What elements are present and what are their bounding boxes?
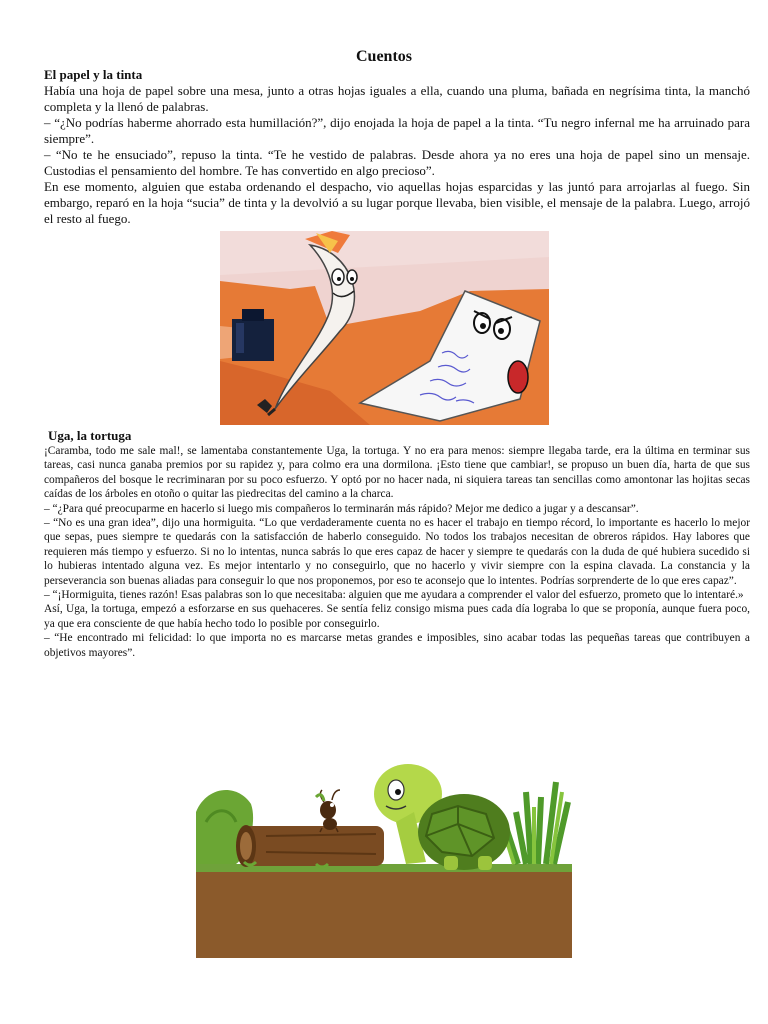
story-paragraph: – “¿No podrías haberme ahorrado esta humillación?”, dijo enojada la hoja de papel a la tinta. “Tu negro infernal me ha arruinado para siempre”. xyxy=(44,115,750,146)
story-paper-and-ink xyxy=(44,66,750,227)
story-paragraph: Así, Uga, la tortuga, empezó a esforzarse en sus quehaceres. Se sentía feliz consigo misma pues cada día lograba lo que se proponía, aunque fuera poco, ya que era consciente de que había hecho todo lo posible por conseguirlo. xyxy=(44,603,750,630)
story-paragraph: – “He encontrado mi felicidad: lo que importa no es marcarse metas grandes e imposibles, sino acabar todas las pequeñas tareas que contribuyen a objetivos mayores”. xyxy=(44,632,750,659)
story-paragraph: ¡Caramba, todo me sale mal!, se lamentaba constantemente Uga, la tortuga. Y no era para menos: siempre llegaba tarde, era la última en terminar sus tareas, casi nunca ganaba premios por su rapidez y, para colmo era una dormilona. ¡Esto tiene que cambiar!, se propuso un buen día, harta de que sus compañeros del bosque le recriminaran por su poco esfuerzo. Y optó por no hacer nada, ni siquiera tareas tan sencillas como amontonar las hojitas secas caídas de los árboles en otoño o quitar las piedrecitas del camino a la charca. xyxy=(44,445,750,501)
paper-and-ink-illustration xyxy=(220,231,549,425)
story-paragraph: – “¡Hormiguita, tienes razón! Esas palabras son lo que necesitaba: alguien que me ayudara a comprender el valor del esfuerzo, prometo que lo intentaré.» xyxy=(44,589,744,602)
pen-and-paper-drawing xyxy=(220,231,549,425)
story-paragraph: – “No te he ensuciado”, repuso la tinta. “Te he vestido de palabras. Desde ahora ya no eres una hoja de papel sino un mensaje. Custodias el pensamiento del hombre. Te has convertido en algo precioso”. xyxy=(44,147,750,178)
story-heading: El papel y la tinta xyxy=(44,67,143,82)
turtle-ant-log-drawing xyxy=(196,752,572,958)
story-heading: Uga, la tortuga xyxy=(48,428,132,443)
story-paragraph: – “¿Para qué preocuparme en hacerlo si luego mis compañeros lo terminarán más rápido? Mejor me dedico a jugar y a descansar”. xyxy=(44,502,639,515)
story-uga-the-turtle xyxy=(44,427,750,660)
story-paragraph: En ese momento, alguien que estaba ordenando el despacho, vio aquellas hojas esparcidas y las juntó para arrojarlas al fuego. Sin embargo, reparó en la hoja “sucia” de tinta y la devolvió a su lugar porque llevaba, bien visible, el mensaje de la palabra. Luego, arrojó el resto al fuego. xyxy=(44,179,750,226)
story-paragraph: Había una hoja de papel sobre una mesa, junto a otras hojas iguales a ella, cuando una pluma, bañada en negrísima tinta, la manchó completa y la llenó de palabras. xyxy=(44,83,750,114)
turtle-and-ant-illustration xyxy=(196,752,572,958)
document-title: Cuentos xyxy=(355,48,412,65)
story-paragraph: – “No es una gran idea”, dijo una hormiguita. “Lo que verdaderamente cuenta no es hacer el trabajo en tiempo récord, lo importante es hacerlo lo mejor que sepas, pues siempre te quedarás con la satisfacción de haberlo conseguido. No todos los trabajos necesitan de obreros rápidos. Hay labores que requieren más tiempo y esfuerzo. Si no lo intentas, nunca sabrás lo que eres capaz de hacer y siempre te quedarás con la duda de qué hubiera sucedido si lo hubieras intentado alguna vez. Es mejor intentarlo y no conseguirlo, que no hacerlo y vivir siempre con la espina clavada. La constancia y la perseverancia son buenas aliadas para conseguir lo que nos proponemos, por eso te aconsejo que lo intentes. Podrías sorprenderte de lo que eres capaz”. xyxy=(44,517,750,587)
